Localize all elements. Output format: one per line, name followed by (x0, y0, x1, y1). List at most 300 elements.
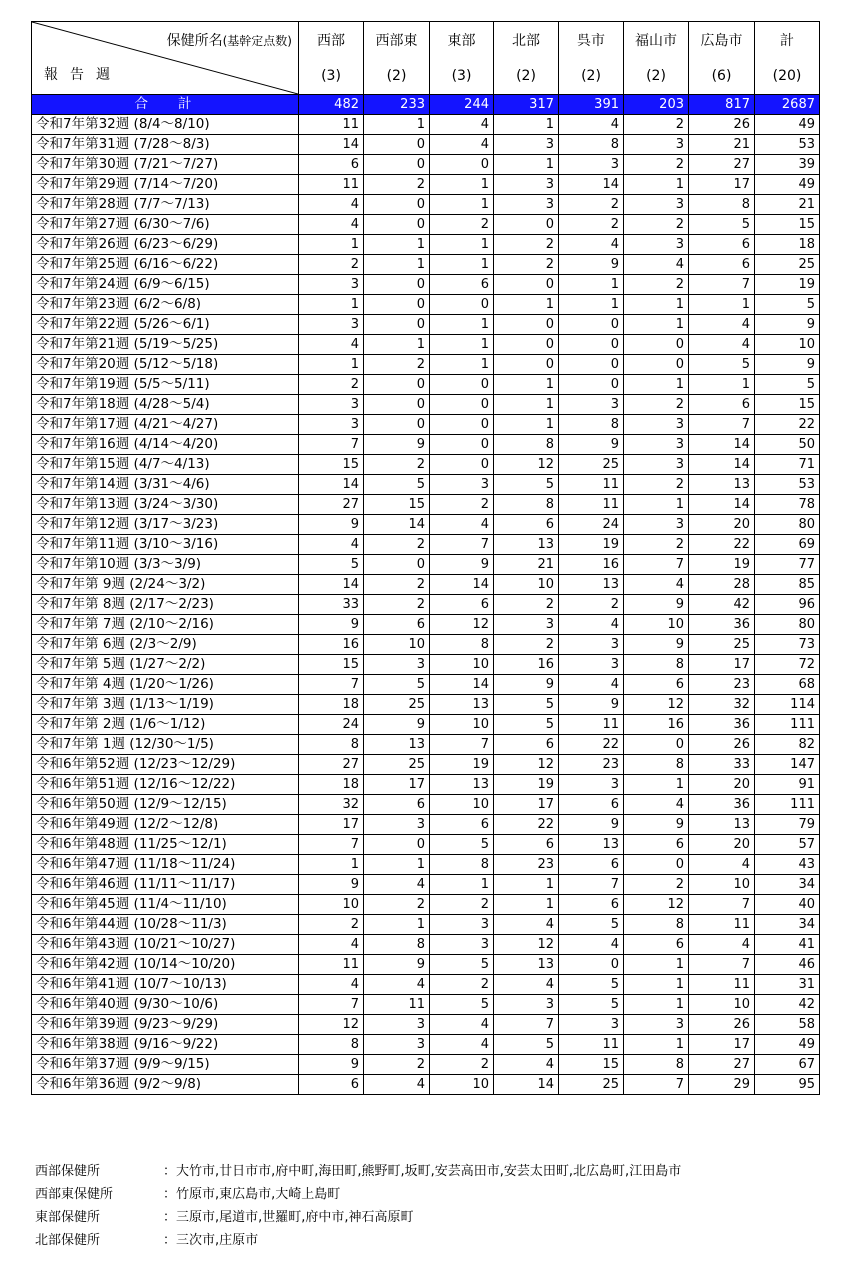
cell-value: 0 (364, 555, 430, 575)
cell-value: 24 (299, 715, 364, 735)
note-key: 西部保健所 (35, 1164, 101, 1179)
cell-value: 0 (494, 315, 559, 335)
cell-value: 77 (755, 555, 820, 575)
table-row (32, 615, 820, 635)
cell-value: 2 (624, 475, 689, 495)
cell-value: 1 (689, 375, 755, 395)
table-row (32, 535, 820, 555)
cell-value: 5 (689, 215, 755, 235)
table-row (32, 135, 820, 155)
cell-value: 4 (299, 535, 364, 555)
cell-value: 1 (299, 295, 364, 315)
cell-value: 1 (364, 115, 430, 135)
row-label: 令和6年第51週 (12/16～12/22) (32, 775, 299, 795)
table-row (32, 815, 820, 835)
cell-value: 2 (430, 895, 494, 915)
cell-value: 7 (299, 835, 364, 855)
cell-value: 22 (494, 815, 559, 835)
cell-value: 13 (689, 815, 755, 835)
cell-value: 2 (624, 875, 689, 895)
total-label: 合計 (32, 95, 299, 115)
cell-value: 10 (430, 655, 494, 675)
cell-value: 33 (299, 595, 364, 615)
cell-value: 1 (624, 1035, 689, 1055)
cell-value: 1 (299, 355, 364, 375)
cell-value: 4 (430, 135, 494, 155)
table-row (32, 915, 820, 935)
table-row (32, 215, 820, 235)
table-row (32, 195, 820, 215)
note-text: ：三次市,庄原市 (163, 1233, 259, 1248)
cell-value: 7 (689, 955, 755, 975)
cell-value: 13 (364, 735, 430, 755)
cell-value: 12 (624, 695, 689, 715)
cell-value: 4 (624, 255, 689, 275)
cell-value: 6 (430, 275, 494, 295)
cell-value: 4 (430, 515, 494, 535)
cell-value: 9 (430, 555, 494, 575)
table-row (32, 975, 820, 995)
cell-value: 0 (364, 315, 430, 335)
row-label: 令和6年第41週 (10/7～10/13) (32, 975, 299, 995)
cell-value: 0 (430, 395, 494, 415)
notes (35, 1160, 681, 1252)
cell-value: 3 (364, 655, 430, 675)
cell-value: 21 (755, 195, 820, 215)
cell-value: 19 (689, 555, 755, 575)
cell-value: 25 (559, 455, 624, 475)
row-label: 令和7年第28週 (7/7～7/13) (32, 195, 299, 215)
cell-value: 7 (559, 875, 624, 895)
cell-value: 1 (494, 895, 559, 915)
cell-value: 6 (559, 795, 624, 815)
row-label: 令和6年第52週 (12/23～12/29) (32, 755, 299, 775)
cell-value: 2 (364, 895, 430, 915)
cell-value: 80 (755, 515, 820, 535)
cell-value: 11 (559, 495, 624, 515)
cell-value: 3 (430, 915, 494, 935)
cell-value: 3 (559, 395, 624, 415)
table-row (32, 675, 820, 695)
cell-value: 5 (494, 695, 559, 715)
table-row (32, 275, 820, 295)
cell-value: 0 (430, 455, 494, 475)
cell-value: 11 (299, 115, 364, 135)
total-value: 817 (689, 95, 755, 115)
cell-value: 6 (559, 855, 624, 875)
table-row (32, 175, 820, 195)
cell-value: 13 (494, 955, 559, 975)
cell-value: 57 (755, 835, 820, 855)
cell-value: 3 (624, 415, 689, 435)
table-row (32, 635, 820, 655)
cell-value: 7 (430, 535, 494, 555)
cell-value: 4 (559, 115, 624, 135)
cell-value: 6 (430, 815, 494, 835)
note-text: ：三原市,尾道市,世羅町,府中市,神石高原町 (163, 1210, 414, 1225)
cell-value: 23 (494, 855, 559, 875)
cell-value: 11 (559, 1035, 624, 1055)
cell-value: 10 (364, 635, 430, 655)
cell-value: 5 (755, 295, 820, 315)
table-row (32, 995, 820, 1015)
row-label: 令和7年第29週 (7/14～7/20) (32, 175, 299, 195)
cell-value: 6 (364, 795, 430, 815)
table-row (32, 155, 820, 175)
cell-value: 3 (624, 435, 689, 455)
cell-value: 2 (624, 155, 689, 175)
cell-value: 71 (755, 455, 820, 475)
cell-value: 14 (689, 495, 755, 515)
cell-value: 20 (689, 835, 755, 855)
cell-value: 22 (559, 735, 624, 755)
table-row (32, 375, 820, 395)
cell-value: 36 (689, 795, 755, 815)
cell-value: 2 (364, 595, 430, 615)
cell-value: 7 (299, 435, 364, 455)
cell-value: 1 (430, 335, 494, 355)
cell-value: 0 (364, 835, 430, 855)
cell-value: 11 (559, 475, 624, 495)
cell-value: 4 (559, 235, 624, 255)
table-row (32, 835, 820, 855)
table-row (32, 855, 820, 875)
cell-value: 6 (689, 235, 755, 255)
row-label: 令和6年第37週 (9/9～9/15) (32, 1055, 299, 1075)
cell-value: 0 (559, 375, 624, 395)
cell-value: 4 (299, 335, 364, 355)
cell-value: 3 (624, 235, 689, 255)
cell-value: 0 (624, 735, 689, 755)
cell-value: 15 (299, 455, 364, 475)
cell-value: 2 (364, 575, 430, 595)
cell-value: 4 (364, 975, 430, 995)
cell-value: 11 (364, 995, 430, 1015)
row-label: 令和6年第49週 (12/2～12/8) (32, 815, 299, 835)
cell-value: 34 (755, 875, 820, 895)
cell-value: 3 (624, 135, 689, 155)
cell-value: 5 (364, 675, 430, 695)
cell-value: 2 (559, 195, 624, 215)
cell-value: 5 (430, 835, 494, 855)
cell-value: 2 (624, 395, 689, 415)
row-label: 令和6年第47週 (11/18～11/24) (32, 855, 299, 875)
cell-value: 20 (689, 775, 755, 795)
cell-value: 6 (299, 155, 364, 175)
cell-value: 1 (430, 315, 494, 335)
column-name: 西部東 (375, 33, 418, 49)
cell-value: 0 (624, 355, 689, 375)
cell-value: 5 (494, 1035, 559, 1055)
cell-value: 4 (624, 575, 689, 595)
cell-value: 5 (755, 375, 820, 395)
column-header (364, 22, 430, 95)
cell-value: 114 (755, 695, 820, 715)
cell-value: 25 (755, 255, 820, 275)
row-label: 令和7年第14週 (3/31～4/6) (32, 475, 299, 495)
table-row (32, 295, 820, 315)
column-count: (2) (516, 68, 536, 84)
cell-value: 0 (559, 335, 624, 355)
cell-value: 80 (755, 615, 820, 635)
column-count: (2) (386, 68, 407, 84)
cell-value: 18 (755, 235, 820, 255)
column-header (559, 22, 624, 95)
cell-value: 4 (494, 975, 559, 995)
column-name: 福山市 (635, 33, 677, 49)
cell-value: 0 (364, 195, 430, 215)
row-label: 令和6年第39週 (9/23～9/29) (32, 1015, 299, 1035)
cell-value: 5 (430, 995, 494, 1015)
cell-value: 69 (755, 535, 820, 555)
note-key: 北部保健所 (35, 1233, 101, 1248)
row-label: 令和7年第 1週 (12/30～1/5) (32, 735, 299, 755)
row-label: 令和7年第19週 (5/5～5/11) (32, 375, 299, 395)
cell-value: 5 (299, 555, 364, 575)
cell-value: 5 (559, 915, 624, 935)
cell-value: 10 (689, 875, 755, 895)
cell-value: 6 (624, 835, 689, 855)
cell-value: 12 (299, 1015, 364, 1035)
cell-value: 1 (364, 855, 430, 875)
row-label: 令和7年第23週 (6/2～6/8) (32, 295, 299, 315)
cell-value: 27 (689, 1055, 755, 1075)
cell-value: 9 (299, 875, 364, 895)
cell-value: 8 (430, 635, 494, 655)
table-body (32, 22, 820, 1095)
table-row (32, 495, 820, 515)
cell-value: 15 (299, 655, 364, 675)
cell-value: 4 (299, 935, 364, 955)
cell-value: 9 (624, 815, 689, 835)
cell-value: 11 (299, 955, 364, 975)
cell-value: 14 (364, 515, 430, 535)
cell-value: 10 (624, 615, 689, 635)
cell-value: 17 (689, 1035, 755, 1055)
column-name: 呉市 (577, 33, 605, 49)
cell-value: 4 (624, 795, 689, 815)
cell-value: 0 (430, 435, 494, 455)
cell-value: 12 (494, 935, 559, 955)
cell-value: 1 (624, 175, 689, 195)
cell-value: 2 (494, 255, 559, 275)
row-label: 令和7年第 6週 (2/3～2/9) (32, 635, 299, 655)
cell-value: 0 (494, 275, 559, 295)
cell-value: 13 (559, 835, 624, 855)
table-row (32, 715, 820, 735)
row-label: 令和7年第24週 (6/9～6/15) (32, 275, 299, 295)
cell-value: 50 (755, 435, 820, 455)
cell-value: 42 (689, 595, 755, 615)
cell-value: 3 (494, 195, 559, 215)
cell-value: 5 (430, 955, 494, 975)
table-row (32, 1035, 820, 1055)
corner-header (32, 22, 299, 95)
cell-value: 111 (755, 795, 820, 815)
cell-value: 4 (559, 675, 624, 695)
cell-value: 2 (624, 535, 689, 555)
cell-value: 53 (755, 475, 820, 495)
cell-value: 1 (494, 115, 559, 135)
column-name: 東部 (447, 33, 476, 49)
cell-value: 1 (364, 235, 430, 255)
table-row (32, 395, 820, 415)
cell-value: 9 (559, 255, 624, 275)
cell-value: 3 (299, 275, 364, 295)
cell-value: 0 (364, 395, 430, 415)
row-label: 令和7年第 4週 (1/20～1/26) (32, 675, 299, 695)
cell-value: 5 (364, 475, 430, 495)
cell-value: 95 (755, 1075, 820, 1095)
column-count: (6) (711, 68, 732, 84)
cell-value: 73 (755, 635, 820, 655)
cell-value: 1 (624, 975, 689, 995)
cell-value: 3 (559, 1015, 624, 1035)
cell-value: 4 (559, 615, 624, 635)
cell-value: 42 (755, 995, 820, 1015)
cell-value: 17 (689, 655, 755, 675)
cell-value: 2 (624, 115, 689, 135)
cell-value: 9 (624, 595, 689, 615)
cell-value: 1 (624, 315, 689, 335)
row-label: 令和7年第11週 (3/10～3/16) (32, 535, 299, 555)
row-label: 令和6年第40週 (9/30～10/6) (32, 995, 299, 1015)
cell-value: 16 (624, 715, 689, 735)
row-label: 令和7年第10週 (3/3～3/9) (32, 555, 299, 575)
table-row (32, 555, 820, 575)
cell-value: 67 (755, 1055, 820, 1075)
cell-value: 3 (494, 135, 559, 155)
cell-value: 2 (559, 215, 624, 235)
table-row (32, 415, 820, 435)
column-header (624, 22, 689, 95)
note-line (35, 1160, 681, 1183)
cell-value: 19 (755, 275, 820, 295)
cell-value: 0 (494, 215, 559, 235)
cell-value: 6 (559, 895, 624, 915)
cell-value: 8 (559, 415, 624, 435)
cell-value: 147 (755, 755, 820, 775)
cell-value: 10 (430, 1075, 494, 1095)
row-label: 令和6年第36週 (9/2～9/8) (32, 1075, 299, 1095)
cell-value: 0 (364, 415, 430, 435)
cell-value: 1 (364, 915, 430, 935)
cell-value: 20 (689, 515, 755, 535)
cell-value: 2 (364, 455, 430, 475)
table-row (32, 455, 820, 475)
cell-value: 3 (364, 1035, 430, 1055)
cell-value: 2 (624, 275, 689, 295)
cell-value: 9 (755, 315, 820, 335)
column-header (494, 22, 559, 95)
column-name: 北部 (512, 33, 540, 49)
cell-value: 49 (755, 1035, 820, 1055)
total-value: 244 (430, 95, 494, 115)
cell-value: 1 (624, 775, 689, 795)
cell-value: 82 (755, 735, 820, 755)
cell-value: 9 (624, 635, 689, 655)
cell-value: 0 (364, 275, 430, 295)
column-name: 西部 (317, 33, 345, 49)
cell-value: 19 (494, 775, 559, 795)
cell-value: 1 (364, 255, 430, 275)
cell-value: 1 (430, 195, 494, 215)
cell-value: 18 (299, 695, 364, 715)
cell-value: 31 (755, 975, 820, 995)
cell-value: 85 (755, 575, 820, 595)
cell-value: 15 (755, 215, 820, 235)
cell-value: 46 (755, 955, 820, 975)
cell-value: 5 (494, 475, 559, 495)
cell-value: 10 (494, 575, 559, 595)
table-row (32, 1015, 820, 1035)
row-label: 令和7年第 8週 (2/17～2/23) (32, 595, 299, 615)
corner-header-bottom: 報告週 (44, 67, 122, 83)
cell-value: 9 (299, 515, 364, 535)
cell-value: 3 (624, 455, 689, 475)
cell-value: 2 (299, 915, 364, 935)
cell-value: 34 (755, 915, 820, 935)
cell-value: 0 (364, 155, 430, 175)
cell-value: 1 (494, 375, 559, 395)
cell-value: 14 (299, 475, 364, 495)
cell-value: 1 (494, 295, 559, 315)
cell-value: 8 (364, 935, 430, 955)
table-row (32, 775, 820, 795)
total-value: 482 (299, 95, 364, 115)
cell-value: 2 (430, 975, 494, 995)
cell-value: 0 (364, 295, 430, 315)
cell-value: 32 (689, 695, 755, 715)
row-label: 令和7年第 9週 (2/24～3/2) (32, 575, 299, 595)
row-label: 令和7年第15週 (4/7～4/13) (32, 455, 299, 475)
cell-value: 15 (559, 1055, 624, 1075)
cell-value: 9 (755, 355, 820, 375)
cell-value: 14 (430, 675, 494, 695)
cell-value: 1 (430, 355, 494, 375)
cell-value: 11 (689, 975, 755, 995)
cell-value: 43 (755, 855, 820, 875)
column-header (755, 22, 820, 95)
cell-value: 1 (494, 415, 559, 435)
cell-value: 14 (559, 175, 624, 195)
row-label: 令和6年第43週 (10/21～10/27) (32, 935, 299, 955)
cell-value: 1 (494, 155, 559, 175)
cell-value: 1 (624, 955, 689, 975)
cell-value: 22 (689, 535, 755, 555)
cell-value: 13 (430, 775, 494, 795)
row-label: 令和7年第22週 (5/26～6/1) (32, 315, 299, 335)
note-key: 東部保健所 (35, 1210, 101, 1225)
cell-value: 14 (689, 455, 755, 475)
cell-value: 9 (364, 955, 430, 975)
table-row (32, 1075, 820, 1095)
cell-value: 3 (624, 515, 689, 535)
row-label: 令和7年第16週 (4/14～4/20) (32, 435, 299, 455)
cell-value: 6 (624, 675, 689, 695)
cell-value: 4 (430, 115, 494, 135)
cell-value: 2 (299, 375, 364, 395)
cell-value: 10 (430, 795, 494, 815)
table-row (32, 1055, 820, 1075)
row-label: 令和6年第44週 (10/28～11/3) (32, 915, 299, 935)
cell-value: 2 (364, 1055, 430, 1075)
cell-value: 7 (689, 275, 755, 295)
cell-value: 3 (559, 775, 624, 795)
cell-value: 1 (624, 995, 689, 1015)
cell-value: 4 (689, 855, 755, 875)
cell-value: 19 (430, 755, 494, 775)
